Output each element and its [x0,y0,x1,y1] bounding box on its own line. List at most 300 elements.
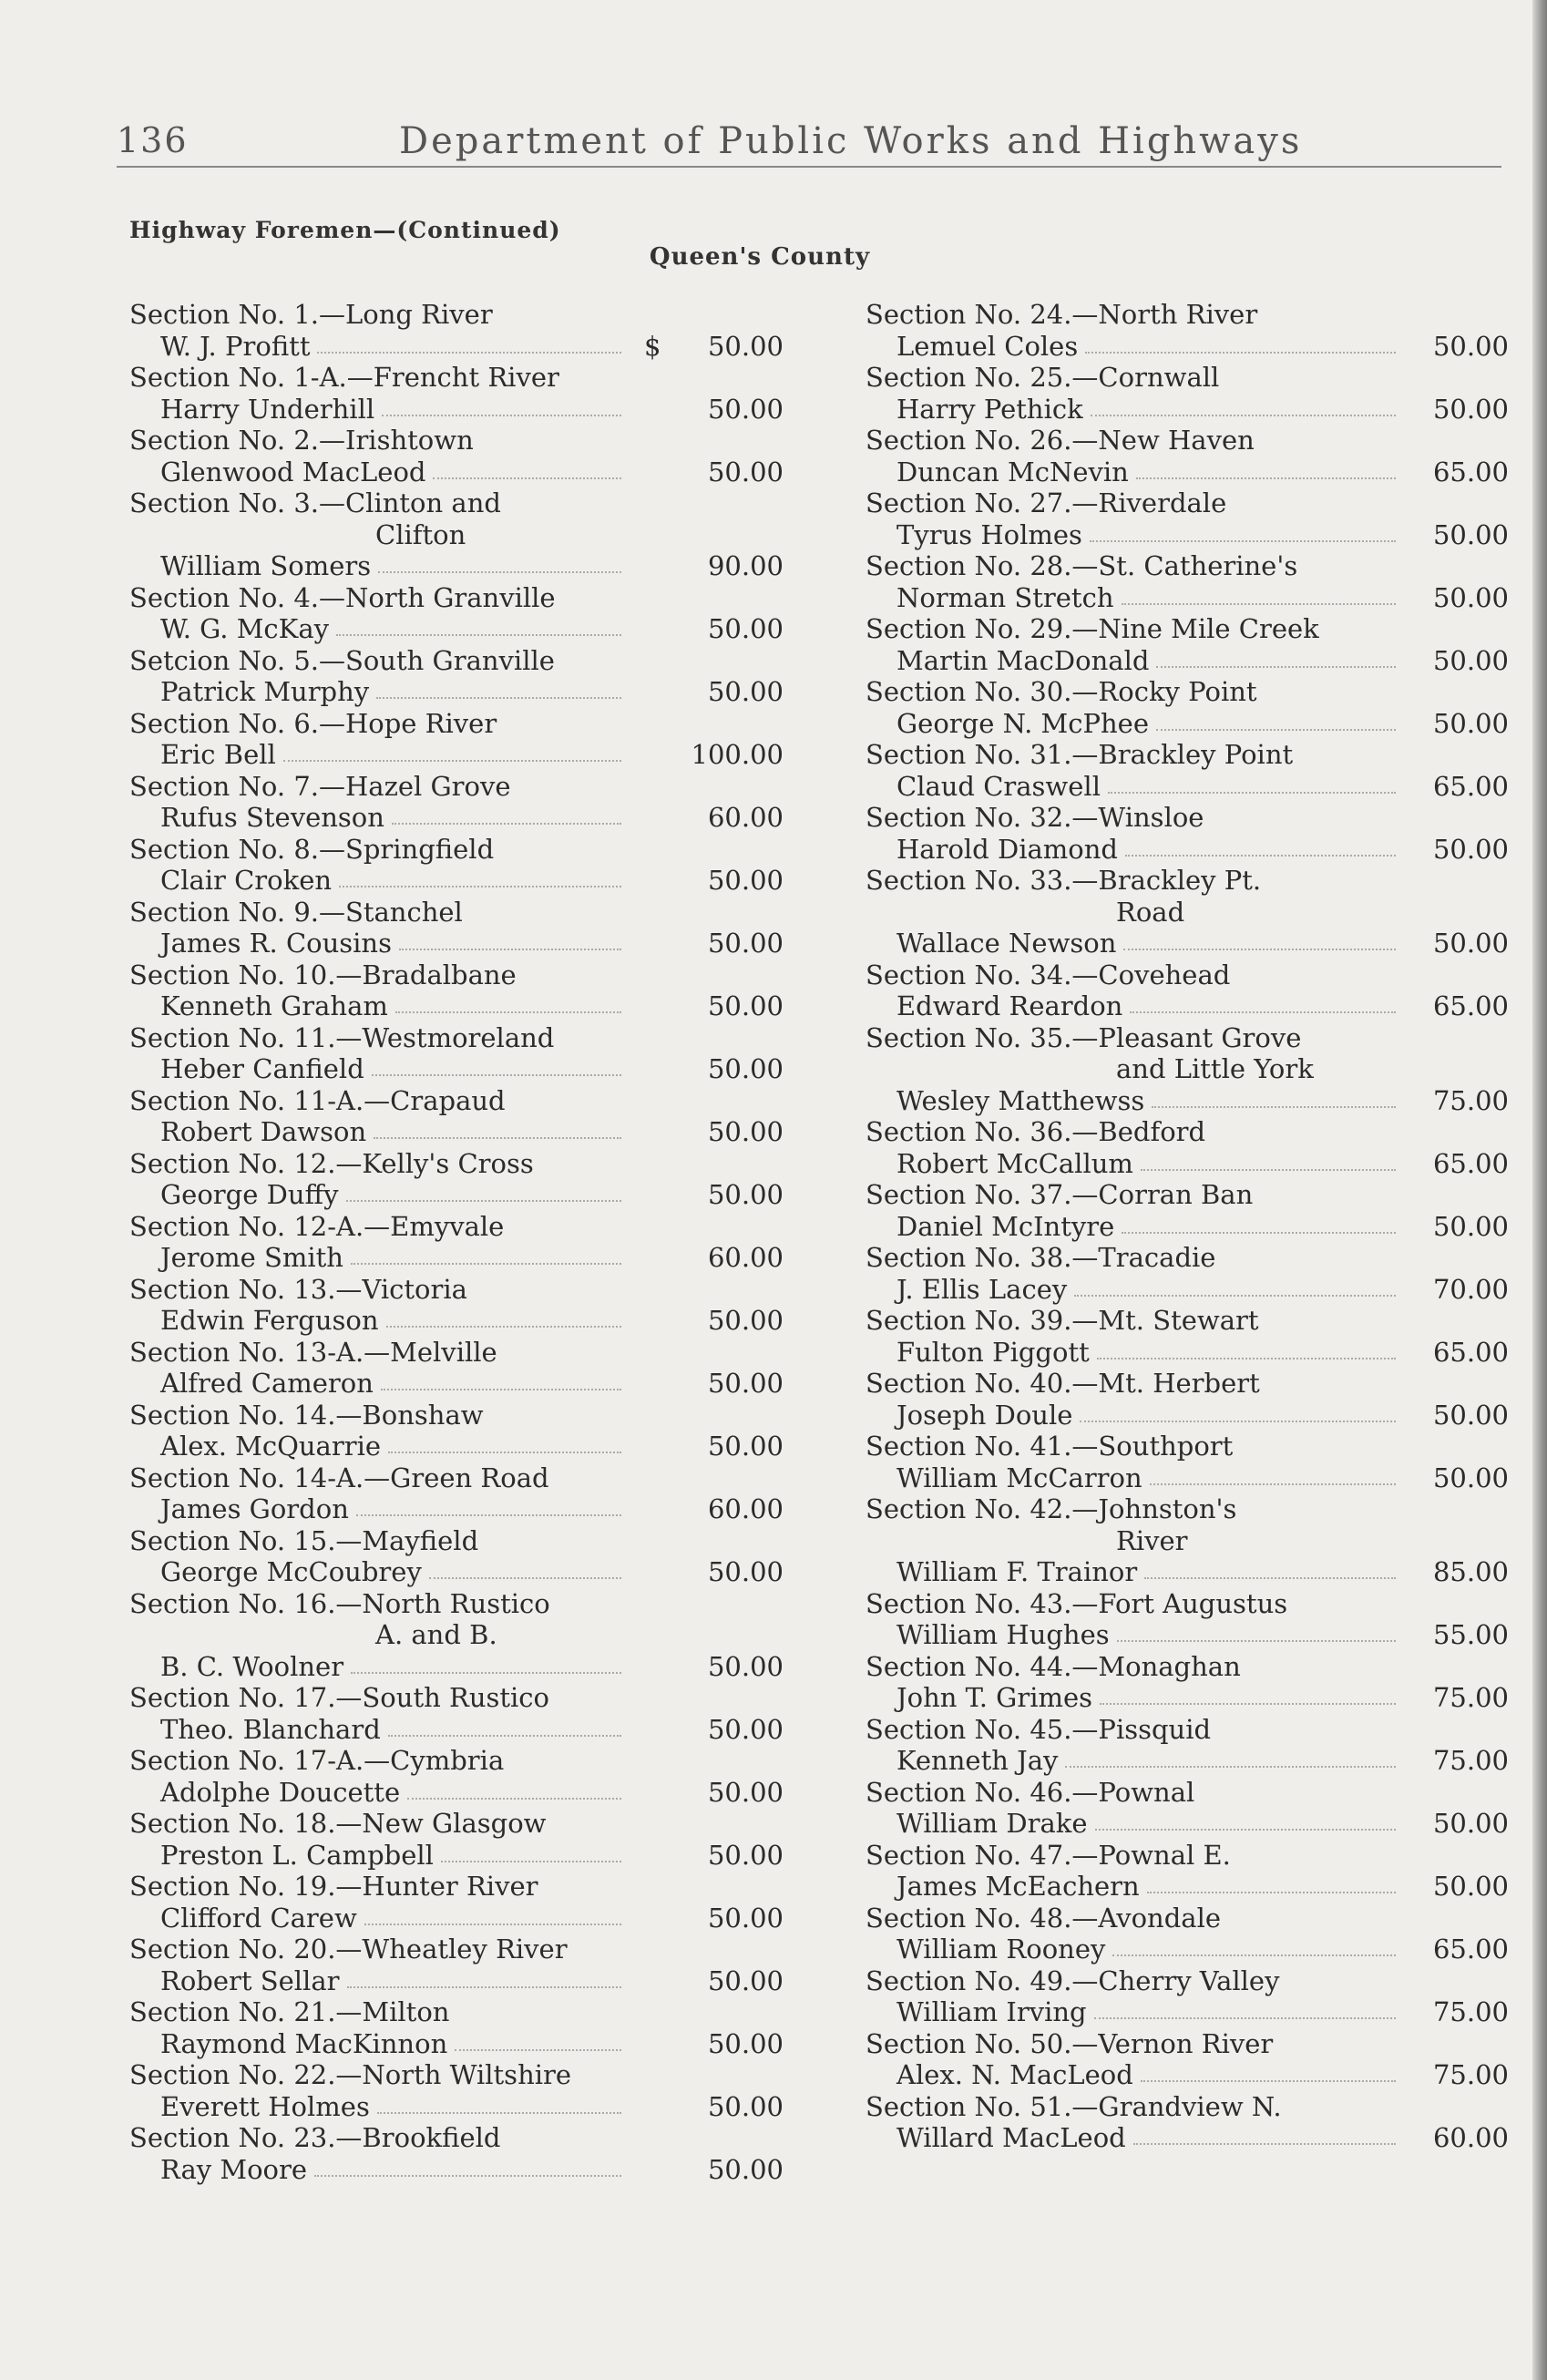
foreman-name: Willard MacLeod [896,2122,1126,2153]
section-continuation-line [866,1053,1509,1085]
foreman-line [866,708,1509,740]
section-line [129,2122,785,2154]
salary-amount: 75.00 [1432,2059,1509,2090]
right-column [866,299,1509,2154]
section-line [866,487,1509,519]
foreman-name: Ray Moore [160,2153,308,2185]
section-title: Section No. 3.—Clinton and [129,487,501,518]
section-title-continuation: Road [1116,896,1185,928]
foreman-name: Harry Underhill [160,393,375,425]
section-line [866,1651,1509,1683]
section-title: Section No. 39.—Mt. Stewart [866,1305,1259,1336]
dot-leader [386,1326,621,1328]
section-line [866,425,1509,457]
dot-leader [1147,1892,1396,1893]
section-title: Setcion No. 5.—South Granville [129,644,555,676]
foreman-name: Lemuel Coles [896,330,1079,362]
salary-amount: 100.00 [691,739,784,770]
section-title: Section No. 43.—Fort Augustus [866,1587,1288,1619]
salary-amount: 50.00 [707,1368,784,1399]
section-line [129,959,785,991]
dot-leader [1156,666,1396,668]
foreman-line [866,1996,1509,2028]
section-line [866,1777,1509,1809]
section-line [129,1745,785,1777]
section-title: Section No. 24.—North River [866,299,1258,330]
foreman-line [129,1556,785,1588]
dot-leader [377,2112,621,2114]
foreman-name: Kenneth Graham [160,990,388,1021]
section-title: Section No. 19.—Hunter River [129,1871,538,1902]
dot-leader [374,1137,621,1139]
section-line [866,1022,1509,1054]
salary-amount: 65.00 [1432,1336,1509,1368]
foreman-line [129,1493,785,1525]
salary-amount: 65.00 [1432,456,1509,487]
section-title: Section No. 47.—Pownal E. [866,1839,1231,1871]
salary-amount: 60.00 [707,1493,784,1524]
section-line [129,645,785,677]
dot-leader [356,1514,621,1516]
foreman-name: William Hughes [896,1619,1110,1650]
foreman-line [129,739,785,771]
section-title: Section No. 36.—Bedford [866,1116,1206,1147]
section-line [866,362,1509,394]
section-title: Section No. 30.—Rocky Point [866,676,1257,707]
dot-leader [455,2049,621,2051]
salary-amount: 50.00 [1432,928,1509,959]
salary-amount: 55.00 [1432,1619,1509,1650]
foreman-name: Edward Reardon [896,990,1123,1021]
section-line [866,802,1509,834]
foreman-name: Heber Canfield [160,1053,364,1084]
foreman-name: James Gordon [160,1493,349,1524]
section-title: Section No. 12-A.—Emyvale [129,1210,505,1242]
dot-leader [1090,540,1396,542]
foreman-name: Edwin Ferguson [160,1305,379,1336]
foreman-name: Everett Holmes [160,2090,370,2122]
section-title-continuation: River [1116,1524,1188,1556]
foreman-line [129,331,785,363]
section-line [129,708,785,740]
section-title: Section No. 51.—Grandview N. [866,2090,1282,2122]
section-title: Section No. 17-A.—Cymbria [129,1745,505,1776]
section-line [129,1400,785,1431]
section-title: Section No. 1.—Long River [129,299,493,330]
dot-leader [314,2175,621,2177]
section-line [129,299,785,331]
dot-leader [1085,352,1396,354]
foreman-name: William F. Trainor [896,1556,1138,1587]
salary-amount: 75.00 [1432,1682,1509,1713]
section-line [866,299,1509,331]
dot-leader [1156,729,1396,731]
section-line [129,1682,785,1714]
section-title: Section No. 44.—Monaghan [866,1650,1241,1682]
foreman-name: Adolphe Doucette [160,1776,401,1808]
section-title: Section No. 21.—Milton [129,1996,450,2027]
dot-leader [1122,1232,1396,1234]
foreman-name: J. Ellis Lacey [896,1273,1068,1305]
foreman-name: Glenwood MacLeod [160,456,426,487]
dot-leader [1122,603,1396,605]
foreman-line [129,2154,785,2186]
dot-leader [378,571,621,573]
dot-leader [347,1986,621,1988]
foreman-name: Fulton Piggott [896,1336,1090,1368]
salary-amount: 60.00 [707,802,784,833]
foreman-line [129,802,785,834]
section-title: Section No. 26.—New Haven [866,425,1255,456]
salary-amount: 50.00 [1432,833,1509,865]
foreman-line [866,2059,1509,2091]
section-line [866,1493,1509,1525]
section-title-continuation: A. and B. [375,1619,497,1650]
dot-leader [1112,1954,1396,1956]
section-title: Section No. 31.—Brackley Point [866,739,1294,770]
foreman-name: Harold Diamond [896,833,1118,865]
foreman-line [866,1337,1509,1369]
salary-amount: 50.00 [1432,1399,1509,1431]
section-title: Section No. 34.—Covehead [866,959,1231,990]
foreman-line [866,1148,1509,1180]
page-edge-shadow [1532,0,1547,2380]
dot-leader [1080,1421,1396,1422]
foreman-name: James McEachern [896,1871,1140,1902]
salary-amount: 50.00 [707,393,784,425]
section-title: Section No. 9.—Stanchel [129,896,463,928]
dot-leader [1094,2017,1396,2019]
section-line [866,1431,1509,1462]
section-line [866,1588,1509,1620]
foreman-name: George N. McPhee [896,707,1150,739]
section-line [129,1148,785,1180]
section-line [129,1871,785,1903]
foreman-name: Raymond MacKinnon [160,2027,448,2059]
section-title: Section No. 1-A.—Frencht River [129,362,559,393]
section-title: Section No. 20.—Wheatley River [129,1934,568,1965]
foreman-name: Tyrus Holmes [896,518,1082,550]
section-title: Section No. 14.—Bonshaw [129,1399,484,1431]
section-title: Section No. 6.—Hope River [129,707,497,739]
section-title: Section No. 4.—North Granville [129,581,556,613]
foreman-name: Robert Dawson [160,1116,367,1147]
foreman-line [129,1840,785,1872]
section-line [129,362,785,394]
salary-amount: 50.00 [707,2153,784,2185]
foreman-line [129,457,785,488]
section-line [129,582,785,614]
section-line [129,1022,785,1054]
foreman-name: Norman Stretch [896,581,1114,613]
salary-amount: 50.00 [707,1305,784,1336]
dot-leader [388,1735,621,1737]
foreman-name: William McCarron [896,1462,1142,1493]
left-column [129,299,785,2185]
section-title: Section No. 29.—Nine Mile Creek [866,613,1319,644]
salary-amount: 50.00 [707,1839,784,1871]
section-line [866,2028,1509,2060]
county-heading: Queen's County [649,243,871,271]
foreman-name: Harry Pethick [896,393,1083,425]
foreman-line [866,1745,1509,1777]
foreman-line [866,1274,1509,1306]
foreman-line [866,1462,1509,1494]
section-line [129,771,785,803]
dot-leader [407,1798,621,1800]
section-line [129,1274,785,1306]
section-line [129,487,785,519]
section-line [129,1588,785,1620]
foreman-line [129,1651,785,1683]
foreman-line [129,1965,785,1997]
salary-amount: 50.00 [707,990,784,1021]
section-line [866,1179,1509,1211]
foreman-name: Claud Craswell [896,770,1101,802]
salary-amount: 50.00 [707,928,784,959]
section-title: Section No. 46.—Pownal [866,1776,1195,1808]
dot-leader [1095,1829,1396,1831]
section-title: Section No. 11-A.—Crapaud [129,1084,506,1116]
salary-amount: 50.00 [707,2090,784,2122]
section-continuation-line [129,519,785,551]
section-line [866,959,1509,991]
salary-amount: 50.00 [1432,581,1509,613]
section-title: Section No. 40.—Mt. Herbert [866,1368,1260,1399]
salary-amount: 50.00 [707,1053,784,1084]
foreman-line [129,2091,785,2123]
foreman-line [866,1556,1509,1588]
dot-leader [1074,1295,1396,1297]
foreman-line [129,928,785,959]
section-line [866,865,1509,897]
section-line [866,1840,1509,1872]
section-title: Section No. 2.—Irishtown [129,425,474,456]
salary-amount: 50.00 [707,1713,784,1745]
section-title: Section No. 18.—New Glasgow [129,1808,547,1839]
foreman-line [866,834,1509,866]
section-line [866,2091,1509,2123]
page-title: Department of Public Works and Highways [399,120,1303,162]
section-line [129,1996,785,2028]
foreman-line [129,1305,785,1337]
foreman-line [129,990,785,1022]
salary-amount: 65.00 [1432,990,1509,1021]
dot-leader [1065,1766,1396,1768]
salary-amount: 50.00 [707,2027,784,2059]
foreman-line [129,1714,785,1746]
foreman-name: Wallace Newson [896,928,1117,959]
currency-symbol: $ [644,330,661,362]
dot-leader [1141,1169,1396,1171]
dot-leader [382,415,621,416]
foreman-name: Martin MacDonald [896,644,1150,676]
section-title: Section No. 7.—Hazel Grove [129,770,511,802]
salary-amount: 50.00 [707,1650,784,1682]
dot-leader [351,1672,621,1674]
foreman-name: Joseph Doule [896,1399,1073,1431]
salary-amount: 60.00 [707,1242,784,1273]
section-continuation-line [866,1525,1509,1557]
foreman-name: Patrick Murphy [160,676,370,707]
section-line [866,550,1509,582]
section-title: Section No. 37.—Corran Ban [866,1179,1254,1210]
salary-amount: 60.00 [1432,2122,1509,2153]
section-line [129,1337,785,1369]
section-line [129,1808,785,1840]
section-title: Section No. 10.—Bradalbane [129,959,517,990]
foreman-line [866,1085,1509,1117]
foreman-line [129,550,785,582]
foreman-line [129,1116,785,1148]
section-line [866,1116,1509,1148]
foreman-line [129,1903,785,1934]
foreman-name: Eric Bell [160,739,276,770]
foreman-name: Robert Sellar [160,1965,340,1996]
foreman-line [129,676,785,708]
foreman-name: Preston L. Campbell [160,1839,434,1871]
dot-leader [364,1923,621,1925]
salary-amount: 50.00 [707,330,784,362]
dot-leader [1125,855,1396,857]
dot-leader [1100,1703,1396,1705]
section-line [129,834,785,866]
salary-amount: 50.00 [707,676,784,707]
dot-leader [399,949,621,950]
dot-leader [392,823,621,825]
dot-leader [1097,1358,1396,1359]
foreman-line [866,928,1509,959]
salary-amount: 50.00 [707,456,784,487]
dot-leader [1141,2080,1396,2082]
dot-leader [1133,2143,1396,2145]
foreman-line [866,990,1509,1022]
foreman-line [129,1431,785,1462]
section-line [129,1462,785,1494]
salary-amount: 65.00 [1432,1934,1509,1965]
foreman-name: Rufus Stevenson [160,802,384,833]
dot-leader [339,886,621,887]
foreman-name: William Drake [896,1808,1088,1839]
foreman-name: George McCoubrey [160,1556,422,1587]
section-title: Section No. 48.—Avondale [866,1902,1222,1934]
section-line [866,1714,1509,1746]
section-title-continuation: and Little York [1116,1053,1314,1084]
salary-amount: 50.00 [1432,330,1509,362]
salary-amount: 50.00 [1432,1871,1509,1902]
foreman-line [866,1400,1509,1431]
dot-leader [1144,1577,1396,1579]
section-line [129,1525,785,1557]
foreman-line [866,1211,1509,1243]
section-line [129,425,785,457]
foreman-name: Alfred Cameron [160,1368,374,1399]
salary-amount: 50.00 [1432,1808,1509,1839]
foreman-name: George Duffy [160,1179,339,1210]
section-title: Section No. 38.—Tracadie [866,1242,1216,1273]
section-line [129,1934,785,1965]
section-line [866,613,1509,645]
dot-leader [1136,477,1396,479]
dot-leader [372,1074,621,1076]
section-title: Section No. 16.—North Rustico [129,1587,550,1619]
section-title-continuation: Clifton [375,518,466,550]
salary-amount: 50.00 [1432,1462,1509,1493]
foreman-name: Duncan McNevin [896,456,1129,487]
salary-amount: 70.00 [1432,1273,1509,1305]
section-line [866,1305,1509,1337]
foreman-name: Jerome Smith [160,1242,343,1273]
foreman-line [129,865,785,897]
section-title: Section No. 11.—Westmoreland [129,1021,555,1053]
foreman-name: Clifford Carew [160,1902,357,1934]
dot-leader [1123,949,1396,950]
foreman-line [866,582,1509,614]
section-line [866,739,1509,771]
section-line [866,1903,1509,1934]
dot-leader [388,1452,621,1453]
dot-leader [1091,415,1396,416]
foreman-name: Robert McCallum [896,1147,1133,1179]
dot-leader [283,760,621,762]
salary-amount: 50.00 [707,1965,784,1996]
section-line [866,1368,1509,1400]
salary-amount: 50.00 [707,1776,784,1808]
salary-amount: 85.00 [1432,1556,1509,1587]
running-header [117,120,1501,168]
section-title: Section No. 22.—North Wiltshire [129,2059,572,2090]
foreman-line [866,1934,1509,1965]
foreman-name: Theo. Blanchard [160,1713,381,1745]
foreman-line [129,1242,785,1274]
salary-amount: 50.00 [707,865,784,896]
foreman-line [129,1179,785,1211]
section-line [866,1242,1509,1274]
dot-leader [433,477,621,479]
dot-leader [1117,1640,1396,1642]
salary-amount: 65.00 [1432,1147,1509,1179]
foreman-line [129,1053,785,1085]
section-title: Section No. 45.—Pissquid [866,1713,1212,1745]
foreman-name: William Irving [896,1996,1087,2027]
foreman-name: Kenneth Jay [896,1745,1059,1776]
salary-amount: 75.00 [1432,1745,1509,1776]
foreman-name: Alex. N. MacLeod [896,2059,1133,2090]
section-line [129,1085,785,1117]
section-title: Section No. 28.—St. Catherine's [866,550,1298,581]
dot-leader [381,1389,621,1390]
section-line [129,897,785,928]
dot-leader [1130,1011,1396,1013]
page-number: 136 [117,120,189,160]
dot-leader [1152,1106,1396,1108]
foreman-line [866,331,1509,363]
foreman-name: William Rooney [896,1934,1106,1965]
salary-amount: 50.00 [707,1179,784,1210]
section-line [866,1965,1509,1997]
salary-amount: 75.00 [1432,1084,1509,1116]
foreman-name: James R. Cousins [160,928,392,959]
section-line [866,676,1509,708]
dot-leader [395,1011,621,1013]
foreman-line [866,519,1509,551]
dot-leader [346,1200,621,1202]
foreman-line [866,1682,1509,1714]
foreman-name: Alex. McQuarrie [160,1431,382,1462]
section-line [129,1211,785,1243]
foreman-line [129,1368,785,1400]
section-title: Section No. 13.—Victoria [129,1273,467,1305]
